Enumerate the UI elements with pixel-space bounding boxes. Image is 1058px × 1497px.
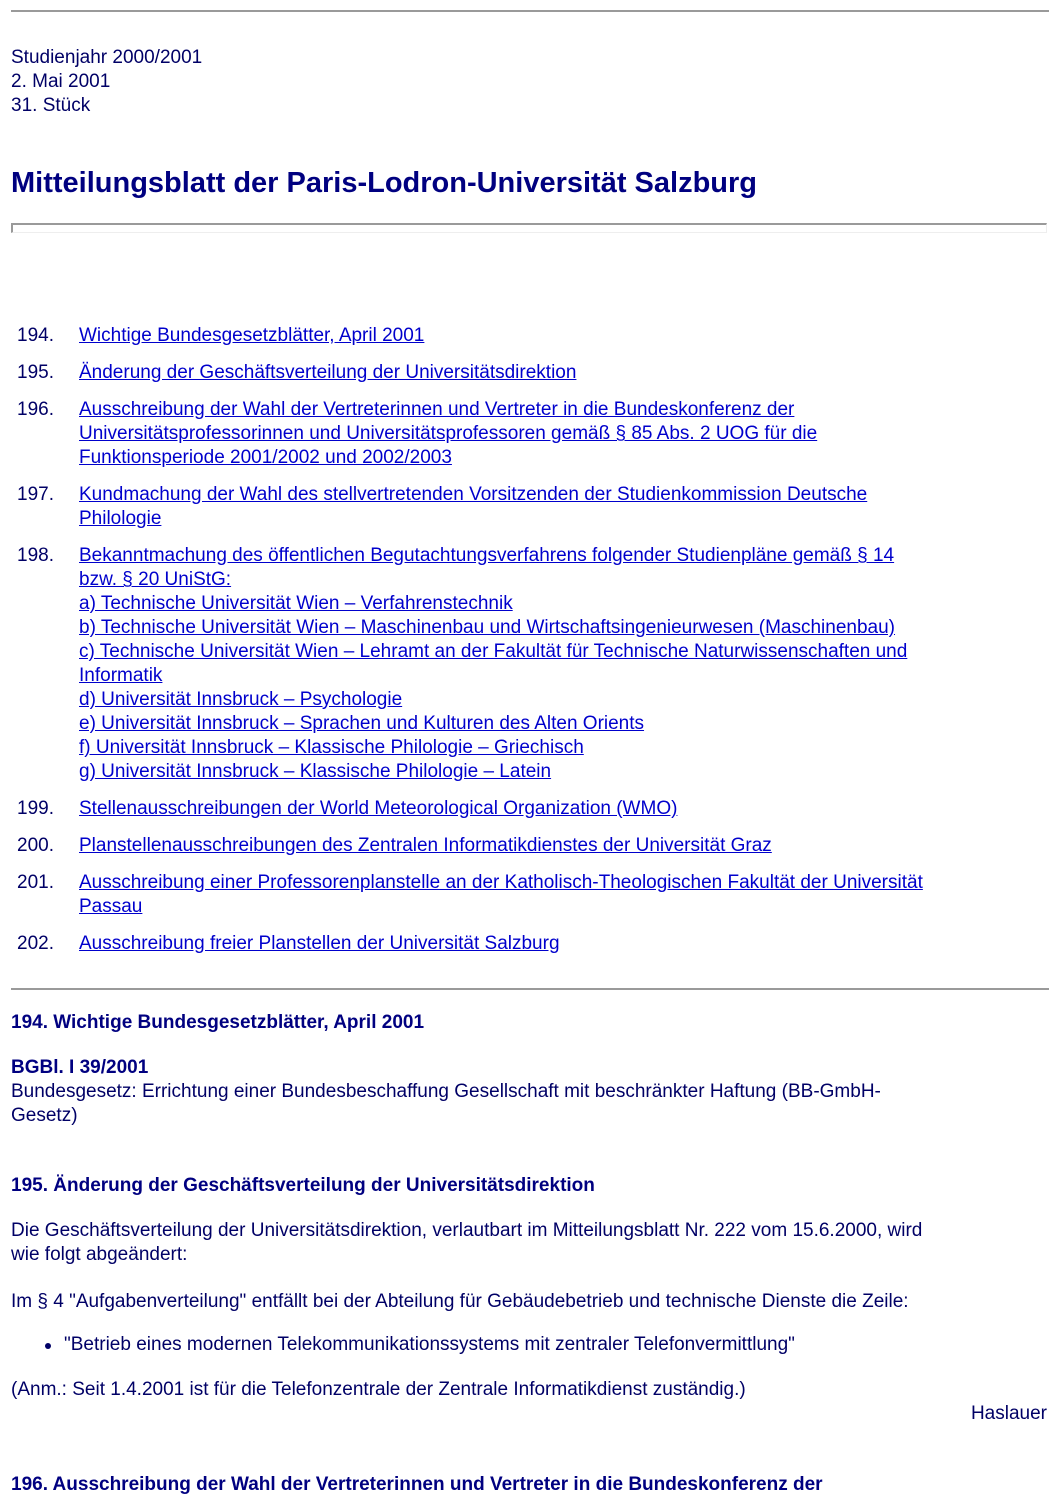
toc-link[interactable]: Planstellenausschreibungen des Zentralen Informatikdienstes der Universität Graz <box>79 835 772 856</box>
issue-date: 2. Mai 2001 <box>11 71 111 92</box>
toc-item-links <box>79 834 1047 858</box>
bullet-icon <box>45 1343 51 1349</box>
section-195-bullet-list <box>11 1333 795 1357</box>
bgbl-reference: BGBl. I 39/2001 <box>11 1057 149 1078</box>
toc-item-links <box>79 324 1047 348</box>
issue-number: 31. Stück <box>11 95 91 116</box>
toc-link[interactable]: Ausschreibung der Wahl der Vertreterinnen und Vertreter in die Bundeskonferenz der <box>79 399 795 420</box>
paragraph-line: Die Geschäftsverteilung der Universitätsdirektion, verlautbart im Mitteilungsblatt Nr. 222 vom 15.6.2000, wird <box>11 1220 923 1241</box>
toc-item <box>17 797 1047 821</box>
toc-item <box>17 361 1047 385</box>
toc-item-links <box>79 544 1047 784</box>
toc-item <box>17 834 1047 858</box>
toc-item-number: 200. <box>17 835 54 856</box>
list-item <box>11 1333 795 1357</box>
toc-item-links <box>79 871 1047 919</box>
toc-link[interactable]: Ausschreibung einer Professorenplanstelle an der Katholisch-Theologischen Fakultät der Universität <box>79 872 923 893</box>
toc-item-number: 197. <box>17 484 54 505</box>
toc-item-number: 198. <box>17 545 54 566</box>
toc-item <box>17 544 1047 784</box>
toc-item <box>17 483 1047 531</box>
toc-link[interactable]: Universitätsprofessorinnen und Universitätsprofessoren gemäß § 85 Abs. 2 UOG für die <box>79 423 818 444</box>
toc-item-links <box>79 483 1047 531</box>
section-196-heading: 196. Ausschreibung der Wahl der Vertreterinnen und Vertreter in die Bundeskonferenz der <box>11 1474 823 1495</box>
toc-item <box>17 398 1047 470</box>
toc-link[interactable]: Funktionsperiode 2001/2002 und 2002/2003 <box>79 447 452 468</box>
toc-item-links <box>79 932 1047 956</box>
toc-item-number: 194. <box>17 325 54 346</box>
section-194-heading: 194. Wichtige Bundesgesetzblätter, April 2001 <box>11 1012 425 1033</box>
toc-link[interactable]: Änderung der Geschäftsverteilung der Universitätsdirektion <box>79 362 577 383</box>
toc-link[interactable]: a) Technische Universität Wien – Verfahrenstechnik <box>79 593 513 614</box>
section-195-paragraph-1 <box>11 1219 1051 1267</box>
toc-link[interactable]: Kundmachung der Wahl des stellvertretenden Vorsitzenden der Studienkommission Deutsche <box>79 484 868 505</box>
content-divider <box>11 988 1049 990</box>
bgbl-text-line: Bundesgesetz: Errichtung einer Bundesbeschaffung Gesellschaft mit beschränkter Haftung (BB-GmbH- <box>11 1081 881 1102</box>
toc-link[interactable]: Bekanntmachung des öffentlichen Begutachtungsverfahrens folgender Studienpläne gemäß § 14 <box>79 545 895 566</box>
paragraph-line: wie folgt abgeändert: <box>11 1244 188 1265</box>
section-194-body <box>11 1056 1011 1128</box>
toc-link[interactable]: Ausschreibung freier Planstellen der Universität Salzburg <box>79 933 560 954</box>
page-title: Mitteilungsblatt der Paris-Lodron-Universität Salzburg <box>11 167 758 199</box>
toc-link[interactable]: Wichtige Bundesgesetzblätter, April 2001 <box>79 325 425 346</box>
top-divider <box>11 10 1049 12</box>
section-195-heading: 195. Änderung der Geschäftsverteilung der Universitätsdirektion <box>11 1175 595 1196</box>
bgbl-text-line: Gesetz) <box>11 1105 78 1126</box>
toc-item-number: 202. <box>17 933 54 954</box>
toc-item-number: 199. <box>17 798 54 819</box>
toc-link[interactable]: Informatik <box>79 665 163 686</box>
section-195-note: (Anm.: Seit 1.4.2001 ist für die Telefonzentrale der Zentrale Informatikdienst zuständig.) <box>11 1379 746 1400</box>
academic-year: Studienjahr 2000/2001 <box>11 47 203 68</box>
toc-link[interactable]: b) Technische Universität Wien – Maschinenbau und Wirtschaftsingenieurwesen (Maschinenbau) <box>79 617 896 638</box>
signature: Haslauer <box>970 1403 1047 1424</box>
toc-link[interactable]: c) Technische Universität Wien – Lehramt an der Fakultät für Technische Naturwissenschaften und <box>79 641 908 662</box>
toc-link[interactable]: g) Universität Innsbruck – Klassische Philologie – Latein <box>79 761 552 782</box>
table-of-contents <box>17 324 1047 969</box>
toc-link[interactable]: Philologie <box>79 508 162 529</box>
toc-link[interactable]: Passau <box>79 896 143 917</box>
toc-item-links <box>79 797 1047 821</box>
toc-link[interactable]: d) Universität Innsbruck – Psychologie <box>79 689 403 710</box>
toc-item <box>17 932 1047 956</box>
toc-item-links <box>79 361 1047 385</box>
toc-item-number: 201. <box>17 872 54 893</box>
toc-link[interactable]: bzw. § 20 UniStG: <box>79 569 232 590</box>
toc-item-links <box>79 398 1047 470</box>
section-195-paragraph-2: Im § 4 "Aufgabenverteilung" entfällt bei der Abteilung für Gebäudebetrieb und technische Dienste die Zeile: <box>11 1291 909 1312</box>
toc-item-number: 196. <box>17 399 54 420</box>
toc-link[interactable]: f) Universität Innsbruck – Klassische Philologie – Griechisch <box>79 737 584 758</box>
title-divider <box>11 223 1047 233</box>
list-item-text: "Betrieb eines modernen Telekommunikationssystems mit zentraler Telefonvermittlung" <box>64 1334 795 1355</box>
toc-item <box>17 871 1047 919</box>
toc-link[interactable]: Stellenausschreibungen der World Meteorological Organization (WMO) <box>79 798 678 819</box>
issue-meta <box>11 46 202 118</box>
toc-item <box>17 324 1047 348</box>
toc-item-number: 195. <box>17 362 54 383</box>
toc-link[interactable]: e) Universität Innsbruck – Sprachen und Kulturen des Alten Orients <box>79 713 645 734</box>
